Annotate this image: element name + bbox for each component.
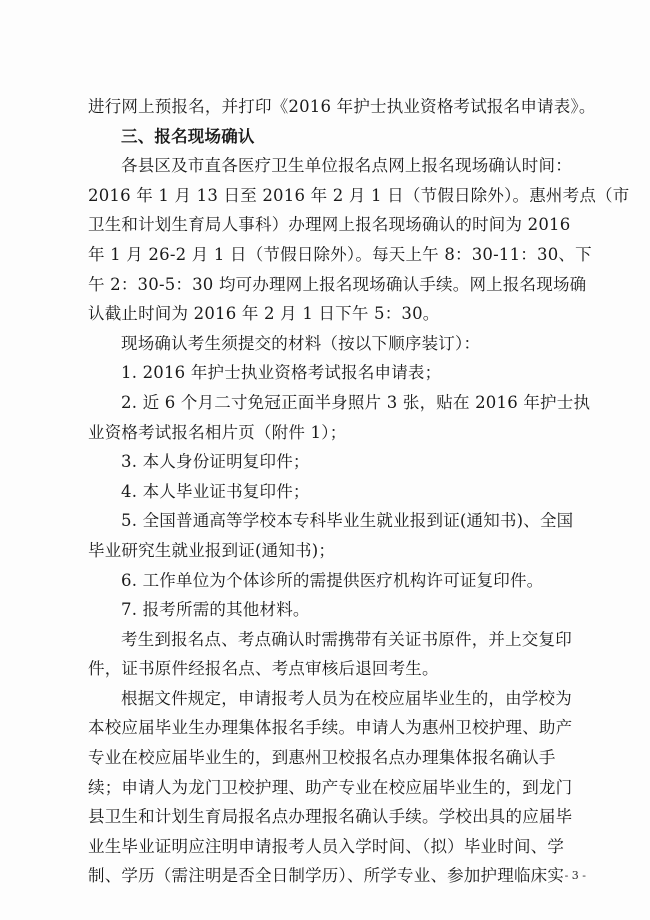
text-line: 3. 本人身份证明复印件； [121, 452, 310, 472]
text-line: 制、学历（需注明是否全日制学历）、所学专业、参加护理临床实 [88, 866, 565, 886]
text-line: 续；申请人为龙门卫校护理、助产专业在校应届毕业生的，到龙门 [88, 777, 573, 797]
text-line: 考生到报名点、考点确认时需携带有关证书原件，并上交复印 [121, 629, 572, 649]
text-line: 件，证书原件经报名点、考点审核后退回考生。 [88, 659, 439, 679]
text-line: 业资格考试报名相片页（附件 1）； [88, 422, 347, 442]
text-line: 年 1 月 26-2 月 1 日（节假日除外）。每天上午 8：30-11：30、下 [88, 244, 592, 264]
text-line: 2016 年 1 月 13 日至 2016 年 2 月 1 日（节假日除外）。惠州考点（市 [88, 185, 630, 205]
text-line: 4. 本人毕业证书复印件； [121, 481, 310, 501]
text-line: 5. 全国普通高等学校本专科毕业生就业报到证(通知书)、全国 [121, 511, 574, 531]
text-line: 7. 报考所需的其他材料。 [121, 600, 310, 620]
text-line: 根据文件规定，申请报考人员为在校应届毕业生的，由学校为 [121, 688, 572, 708]
text-line: 认截止时间为 2016 年 2 月 1 日下午 5：30。 [88, 304, 440, 324]
section-heading: 三、报名现场确认 [121, 126, 255, 146]
text-line: 县卫生和计划生育局报名点办理报名确认手续。学校出具的应届毕 [88, 807, 573, 827]
text-line: 本校应届毕业生办理集体报名手续。申请人为惠州卫校护理、助产 [88, 718, 573, 738]
text-line: 卫生和计划生育局人事科）办理网上报名现场确认的时间为 2016 [88, 215, 571, 235]
text-line: 毕业研究生就业报到证(通知书)； [88, 540, 336, 560]
text-line: 午 2：30-5：30 均可办理网上报名现场确认手续。网上报名现场确 [88, 274, 587, 294]
text-line: 现场确认考生须提交的材料（按以下顺序装订）： [121, 333, 481, 353]
text-line: 各县区及市直各医疗卫生单位报名点网上报名现场确认时间： [121, 156, 572, 176]
document-body [88, 92, 630, 891]
text-line: 2. 近 6 个月二寸免冠正面半身照片 3 张，贴在 2016 年护士执 [121, 392, 591, 412]
text-line: 进行网上预报名，并打印《2016 年护士执业资格考试报名申请表》。 [88, 97, 596, 116]
text-line: 业生毕业证明应注明申请报考人员入学时间、（拟）毕业时间、学 [88, 836, 565, 856]
text-line: 6. 工作单位为个体诊所的需提供医疗机构许可证复印件。 [121, 570, 544, 590]
page-number: - 3 - [564, 869, 586, 882]
text-line: 专业在校应届毕业生的，到惠州卫校报名点办理集体报名确认手 [88, 748, 556, 768]
text-line: 1. 2016 年护士执业资格考试报名申请表； [121, 363, 442, 383]
